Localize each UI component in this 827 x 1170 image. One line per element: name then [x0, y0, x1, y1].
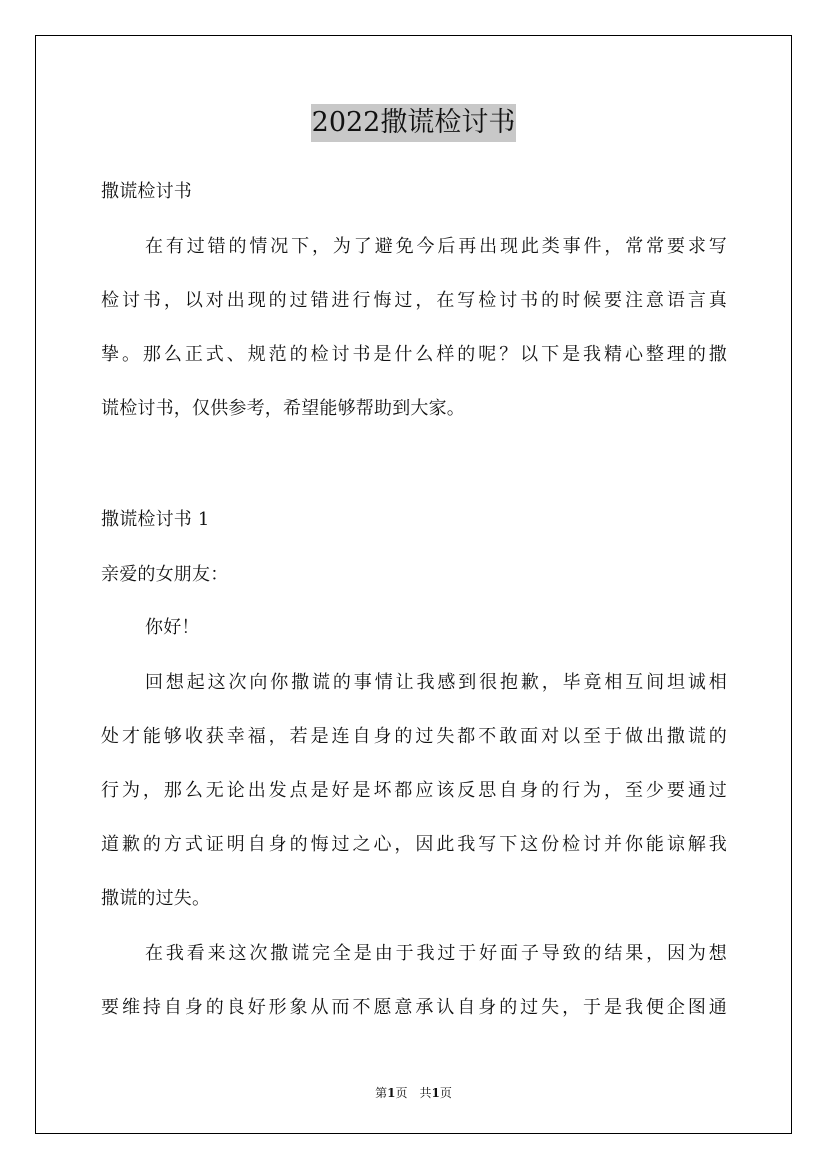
title-container	[0, 104, 827, 142]
intro-paragraph	[101, 233, 727, 449]
paragraph-1-line: 行为，那么无论出发点是好是坏都应该反思自身的行为，至少要通过	[101, 780, 727, 801]
paragraph-2-line: 在我看来这次撒谎完全是由于我过于好面子导致的结果，因为想	[145, 943, 727, 964]
greeting	[101, 614, 727, 642]
paragraph-1-line: 回想起这次向你撒谎的事情让我感到很抱歉，毕竟相互间坦诚相	[145, 672, 727, 693]
greeting-text: 你好！	[145, 617, 200, 638]
heading-1-text: 撒谎检讨书	[101, 181, 192, 202]
footer-mid: 页 共	[395, 1086, 432, 1100]
footer-prefix: 第	[375, 1086, 388, 1100]
intro-line: 检讨书，以对出现的过错进行悔过，在写检讨书的时候要注意语言真	[101, 290, 727, 311]
salutation-text: 亲爱的女朋友：	[101, 564, 229, 585]
intro-line: 在有过错的情况下，为了避免今后再出现此类事件，常常要求写	[145, 236, 727, 257]
footer-suffix: 页	[439, 1086, 452, 1100]
paragraph-2	[101, 940, 727, 1048]
paragraph-1-line: 道歉的方式证明自身的悔过之心，因此我写下这份检讨并你能谅解我	[101, 834, 727, 855]
page-footer	[0, 1084, 827, 1101]
footer-page-number: 1	[387, 1086, 396, 1100]
intro-line: 挚。那么正式、规范的检讨书是什么样的呢？以下是我精心整理的撒	[101, 344, 727, 365]
paragraph-1	[101, 669, 727, 939]
paragraph-1-line: 处才能够收获幸福，若是连自身的过失都不敢面对以至于做出撒谎的	[101, 726, 727, 747]
heading-2-text: 撒谎检讨书 1	[101, 509, 210, 530]
heading-2	[101, 506, 727, 534]
footer-total-pages: 1	[431, 1086, 440, 1100]
document-title: 2022撒谎检讨书	[311, 104, 517, 142]
heading-1	[101, 178, 727, 206]
paragraph-2-line: 要维持自身的良好形象从而不愿意承认自身的过失，于是我便企图通	[101, 997, 727, 1018]
intro-line: 谎检讨书，仅供参考，希望能够帮助到大家。	[101, 398, 465, 419]
paragraph-1-line: 撒谎的过失。	[101, 888, 211, 909]
salutation	[101, 561, 727, 589]
